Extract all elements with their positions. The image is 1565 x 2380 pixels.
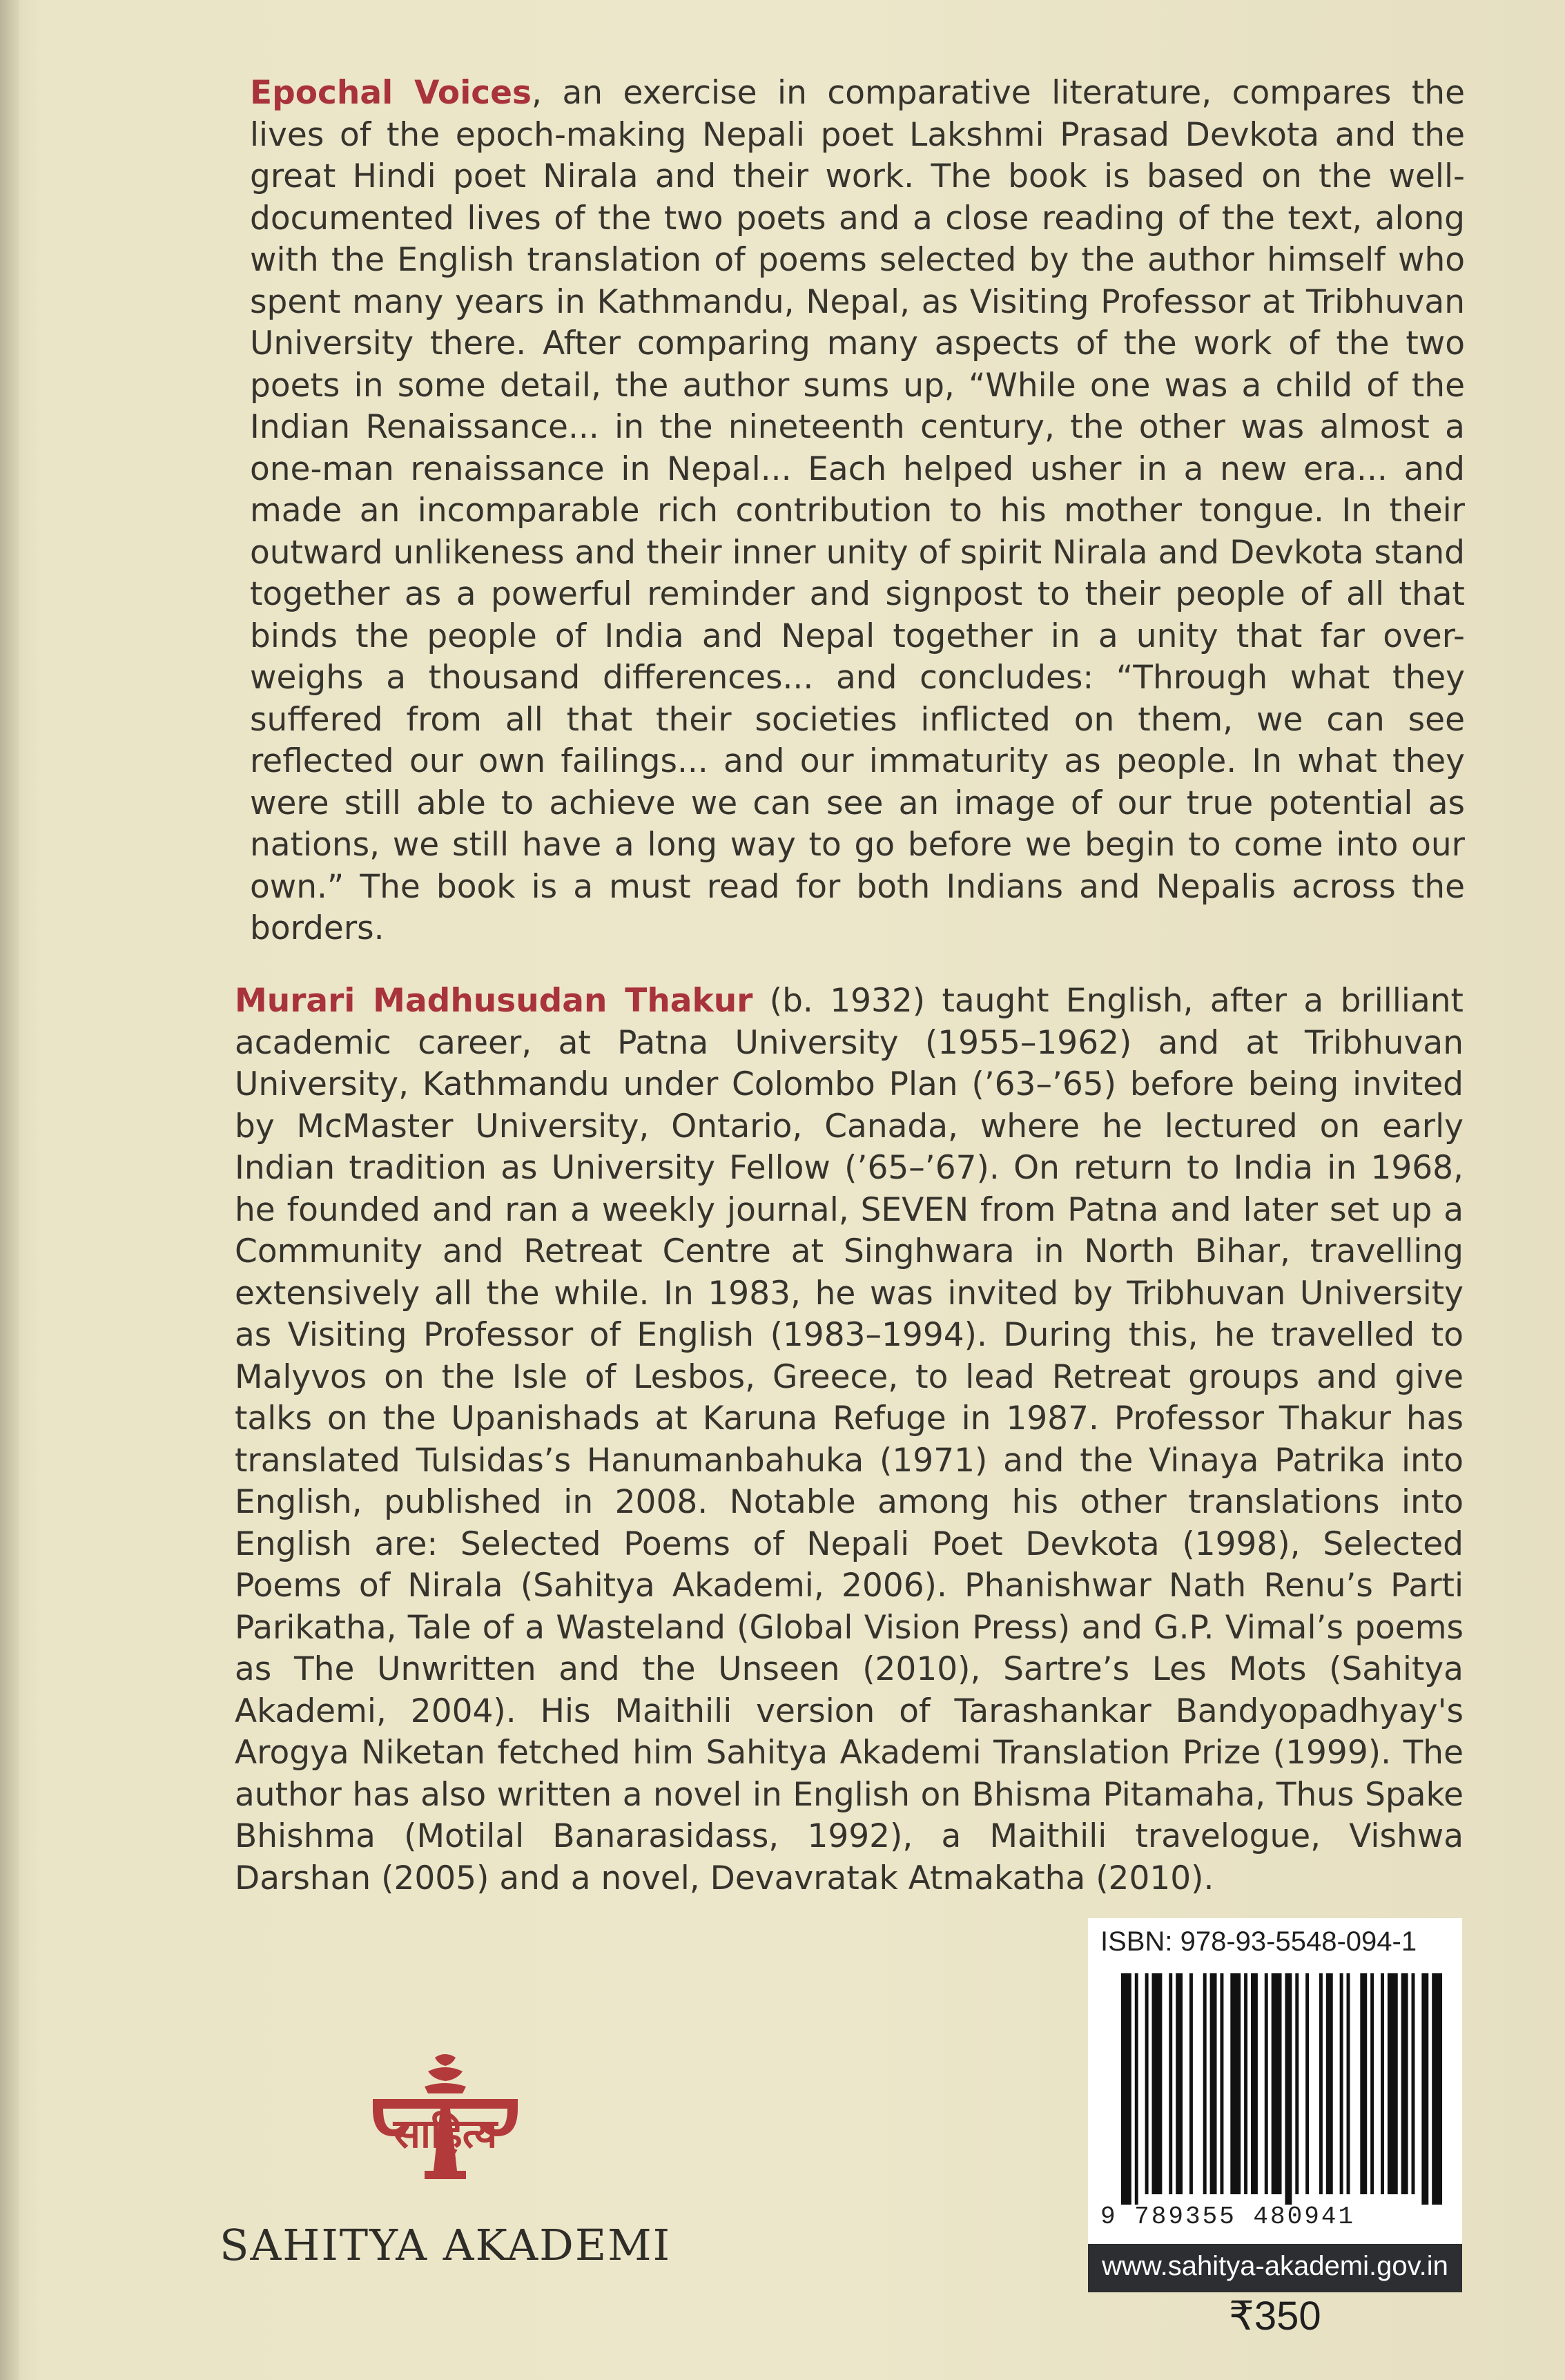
barcode-digits: 9 789355 480941: [1100, 2203, 1356, 2231]
barcode-bar: [1244, 1973, 1247, 2194]
barcode-bar: [1319, 1973, 1323, 2194]
barcode-bar: [1326, 1973, 1333, 2194]
book-title-highlight: Epochal Voices: [250, 74, 532, 112]
barcode-bar: [1305, 1973, 1309, 2194]
price-label: ₹350: [1229, 2294, 1321, 2339]
isbn-barcode-panel: [1088, 1918, 1462, 2244]
barcode-bar: [1169, 1973, 1172, 2194]
barcode-bar: [1340, 1973, 1343, 2194]
isbn-label: ISBN: 978-93-5548-094-1: [1100, 1926, 1417, 1957]
barcode-bar: [1251, 1973, 1258, 2194]
barcode-bar: [1265, 1973, 1268, 2194]
barcode-bar: [1285, 1973, 1292, 2205]
barcode-bar: [1220, 1973, 1223, 2194]
logo-devanagari-text: साहित्य: [393, 2110, 498, 2157]
author-bio: [235, 980, 1464, 1899]
website-bar: [1088, 2244, 1462, 2292]
barcode-bar: [1135, 1973, 1138, 2205]
barcode-bar: [1272, 1973, 1282, 2194]
barcode-bar: [1121, 1973, 1131, 2205]
barcode-bar: [1432, 1973, 1442, 2205]
bio-text: (b. 1932) taught English, after a brilliant academic career, at Patna University (1955–1962) and at Tribhuvan University, Kathmandu under Colombo Plan (’63–’65) before being invited by McMaster University, Ontario, Canada, where he lectured on early Indian tradition as University Fellow (’65–’67). On return to India in 1968, he founded and ran a weekly journal, SEVEN from Patna and later set up a Community and Retreat Centre at Singhwara in North Bihar, travelling extensively all the while. In 1983, he was invited by Tribhuvan University as Visiting Professor of English (1983–1994). During this, he travelled to Malyvos on the Isle of Lesbos, Greece, to lead Retreat groups and give talks on the Upanishads at Karuna Refuge in 1987. Professor Thakur has translated Tulsidas’s Hanumanbahuka (1971) and the Vinaya Patrika into English, published in 2008. Notable among his other translations into English are: Selected Poems of Nepali Poet Devkota (1998), Selected Poems of Nirala (Sahitya Akademi, 2006). Phanishwar Nath Renu’s Parti Parikatha, Tale of a Wasteland (Global Vision Press) and G.P. Vimal’s poems as The Unwritten and the Unseen (2010), Sartre’s Les Mots (Sahitya Akademi, 2004). His Maithili version of Tarashankar Bandyopadhyay's Arogya Niketan fetched him Sahitya Akademi Translation Prize (1999). The author has also written a novel in English on Bhisma Pitamaha, Thus Spake Bhishma (Motilal Banarasidass, 1992), a Maithili travelogue, Vishwa Darshan (2005) and a novel, Devavratak Atmakatha (2010).: [235, 982, 1464, 1897]
sahitya-akademi-logo-icon: [359, 2051, 532, 2203]
barcode-bar: [1230, 1973, 1241, 2194]
barcode-bar: [1401, 1973, 1408, 2194]
barcode-bar: [1210, 1973, 1217, 2194]
barcode-bar: [1295, 1973, 1299, 2194]
barcode-bar: [1360, 1973, 1367, 2194]
website-url: www.sahitya-akademi.gov.in: [1102, 2251, 1448, 2281]
barcode-bar: [1381, 1973, 1384, 2194]
barcode-bar: [1388, 1973, 1398, 2194]
barcode-bar: [1176, 1973, 1183, 2194]
publisher-name: SAHITYA AKADEMI: [220, 2220, 672, 2270]
barcode-bar: [1412, 1973, 1415, 2194]
author-name-highlight: Murari Madhusudan Thakur: [235, 982, 753, 1020]
barcode-bar: [1347, 1973, 1350, 2194]
barcode-bar: [1370, 1973, 1374, 2194]
spine-shadow: [0, 0, 19, 2380]
book-blurb: [250, 72, 1465, 950]
barcode-bar: [1203, 1973, 1207, 2194]
barcode-icon: [1121, 1973, 1446, 2205]
barcode-bar: [1421, 1973, 1428, 2205]
barcode-bar: [1152, 1973, 1163, 2194]
blurb-text: , an exercise in comparative literature, compares the lives of the epoch-making Nepali poet Lakshmi Prasad Devkota and the great Hindi poet Nirala and their work. The book is based on the well-documented lives of the two poets and a close reading of the text, along with the English translation of poems selected by the author himself who spent many years in Kathmandu, Nepal, as Visiting Professor at Tribhuvan University there. After comparing many aspects of the work of the two poets in some detail, the author sums up, “While one was a child of the Indian Renaissance... in the nineteenth century, the other was almost a one-man renaissance in Nepal... Each helped usher in a new era... and made an incomparable rich contribution to his mother tongue. In their outward unlikeness and their inner unity of spirit Nirala and Devkota stand together as a powerful reminder and signpost to their people of all that binds the people of India and Nepal together in a unity that far over-weighs a thousand differences... and concludes: “Through what they suffered from all that their societies inflicted on them, we can see reflected our own failings... and our immaturity as people. In what they were still able to achieve we can see an image of our true potential as nations, we still have a long way to go before we begin to come into our own.” The book is a must read for both Indians and Nepalis across the borders.: [250, 74, 1465, 947]
barcode-bar: [1189, 1973, 1193, 2194]
barcode-bar: [1145, 1973, 1149, 2194]
